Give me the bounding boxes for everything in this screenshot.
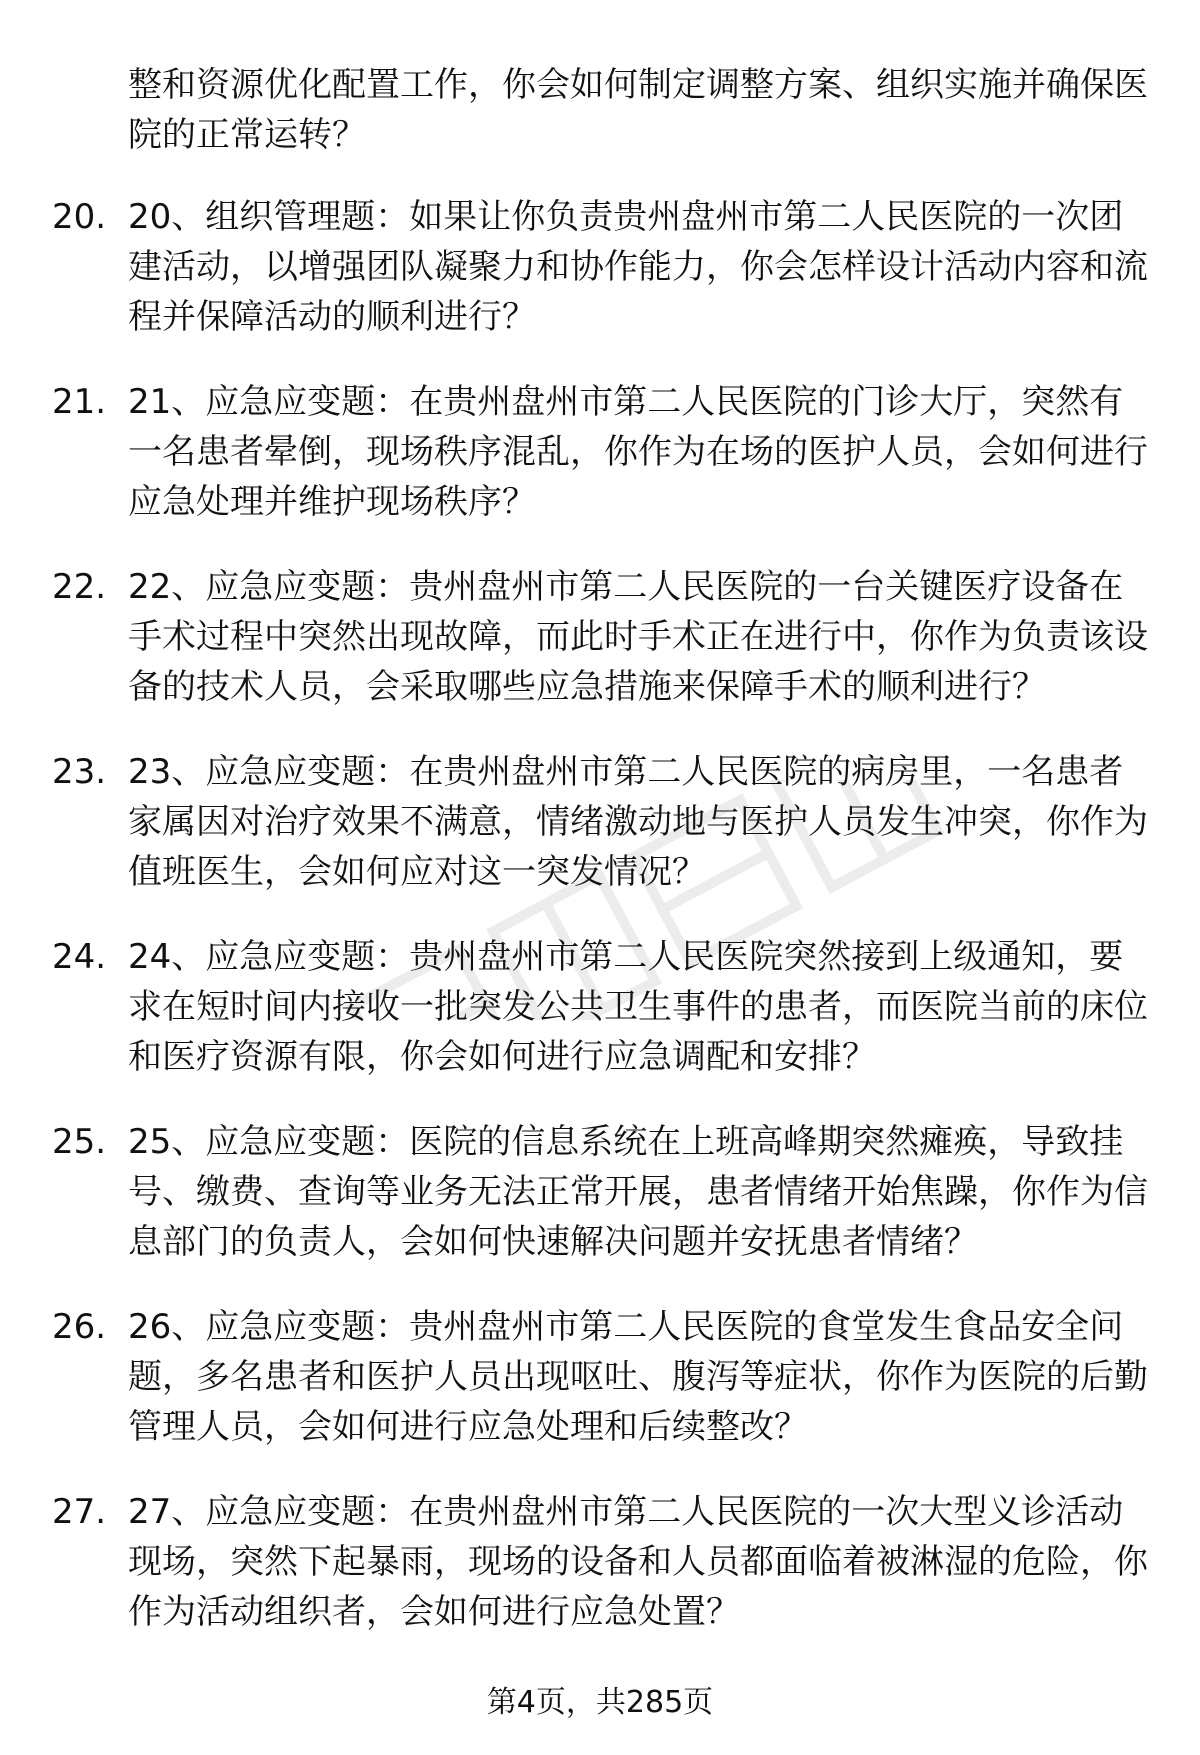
list-item-number: 20. bbox=[52, 197, 107, 237]
list-item bbox=[0, 1487, 1200, 1637]
continued-paragraph: 整和资源优化配置工作，你会如何制定调整方案、组织实施并确保医院的正常运转？ bbox=[128, 65, 1148, 155]
list-item bbox=[0, 192, 1200, 342]
list-item-number: 25. bbox=[52, 1122, 107, 1162]
list-item bbox=[0, 747, 1200, 897]
list-item-number: 24. bbox=[52, 937, 107, 977]
list-item-number: 23. bbox=[52, 752, 107, 792]
list-item-text: 23、应急应变题：在贵州盘州市第二人民医院的病房里，一名患者家属因对治疗效果不满意，情绪激动地与医护人员发生冲突，你作为值班医生，会如何应对这一突发情况？ bbox=[128, 752, 1148, 892]
list-item-number: 27. bbox=[52, 1492, 107, 1532]
list-item-number: 26. bbox=[52, 1307, 107, 1347]
list-item bbox=[0, 562, 1200, 712]
list-item-text: 26、应急应变题：贵州盘州市第二人民医院的食堂发生食品安全问题，多名患者和医护人员出现呕吐、腹泻等症状，你作为医院的后勤管理人员，会如何进行应急处理和后续整改？ bbox=[128, 1307, 1148, 1447]
list-item-text: 27、应急应变题：在贵州盘州市第二人民医院的一次大型义诊活动现场，突然下起暴雨，现场的设备和人员都面临着被淋湿的危险，你作为活动组织者，会如何进行应急处置？ bbox=[128, 1492, 1148, 1632]
question-list bbox=[0, 192, 1200, 1672]
list-item-text: 20、组织管理题：如果让你负责贵州盘州市第二人民医院的一次团建活动，以增强团队凝聚力和协作能力，你会怎样设计活动内容和流程并保障活动的顺利进行？ bbox=[128, 197, 1148, 337]
list-item-text: 25、应急应变题：医院的信息系统在上班高峰期突然瘫痪，导致挂号、缴费、查询等业务无法正常开展，患者情绪开始焦躁，你作为信息部门的负责人，会如何快速解决问题并安抚患者情绪？ bbox=[128, 1122, 1148, 1262]
list-item-text: 21、应急应变题：在贵州盘州市第二人民医院的门诊大厅，突然有一名患者晕倒，现场秩序混乱，你作为在场的医护人员，会如何进行应急处理并维护现场秩序？ bbox=[128, 382, 1148, 522]
list-item bbox=[0, 377, 1200, 527]
list-item-number: 22. bbox=[52, 567, 107, 607]
list-item-number: 21. bbox=[52, 382, 107, 422]
list-item bbox=[0, 932, 1200, 1082]
list-item-text: 22、应急应变题：贵州盘州市第二人民医院的一台关键医疗设备在手术过程中突然出现故障，而此时手术正在进行中，你作为负责该设备的技术人员，会采取哪些应急措施来保障手术的顺利进行？ bbox=[128, 567, 1148, 707]
list-item bbox=[0, 1302, 1200, 1452]
list-item bbox=[0, 1117, 1200, 1267]
page-footer: 第4页，共285页 bbox=[486, 1685, 714, 1720]
list-item-text: 24、应急应变题：贵州盘州市第二人民医院突然接到上级通知，要求在短时间内接收一批突发公共卫生事件的患者，而医院当前的床位和医疗资源有限，你会如何进行应急调配和安排？ bbox=[128, 937, 1148, 1077]
